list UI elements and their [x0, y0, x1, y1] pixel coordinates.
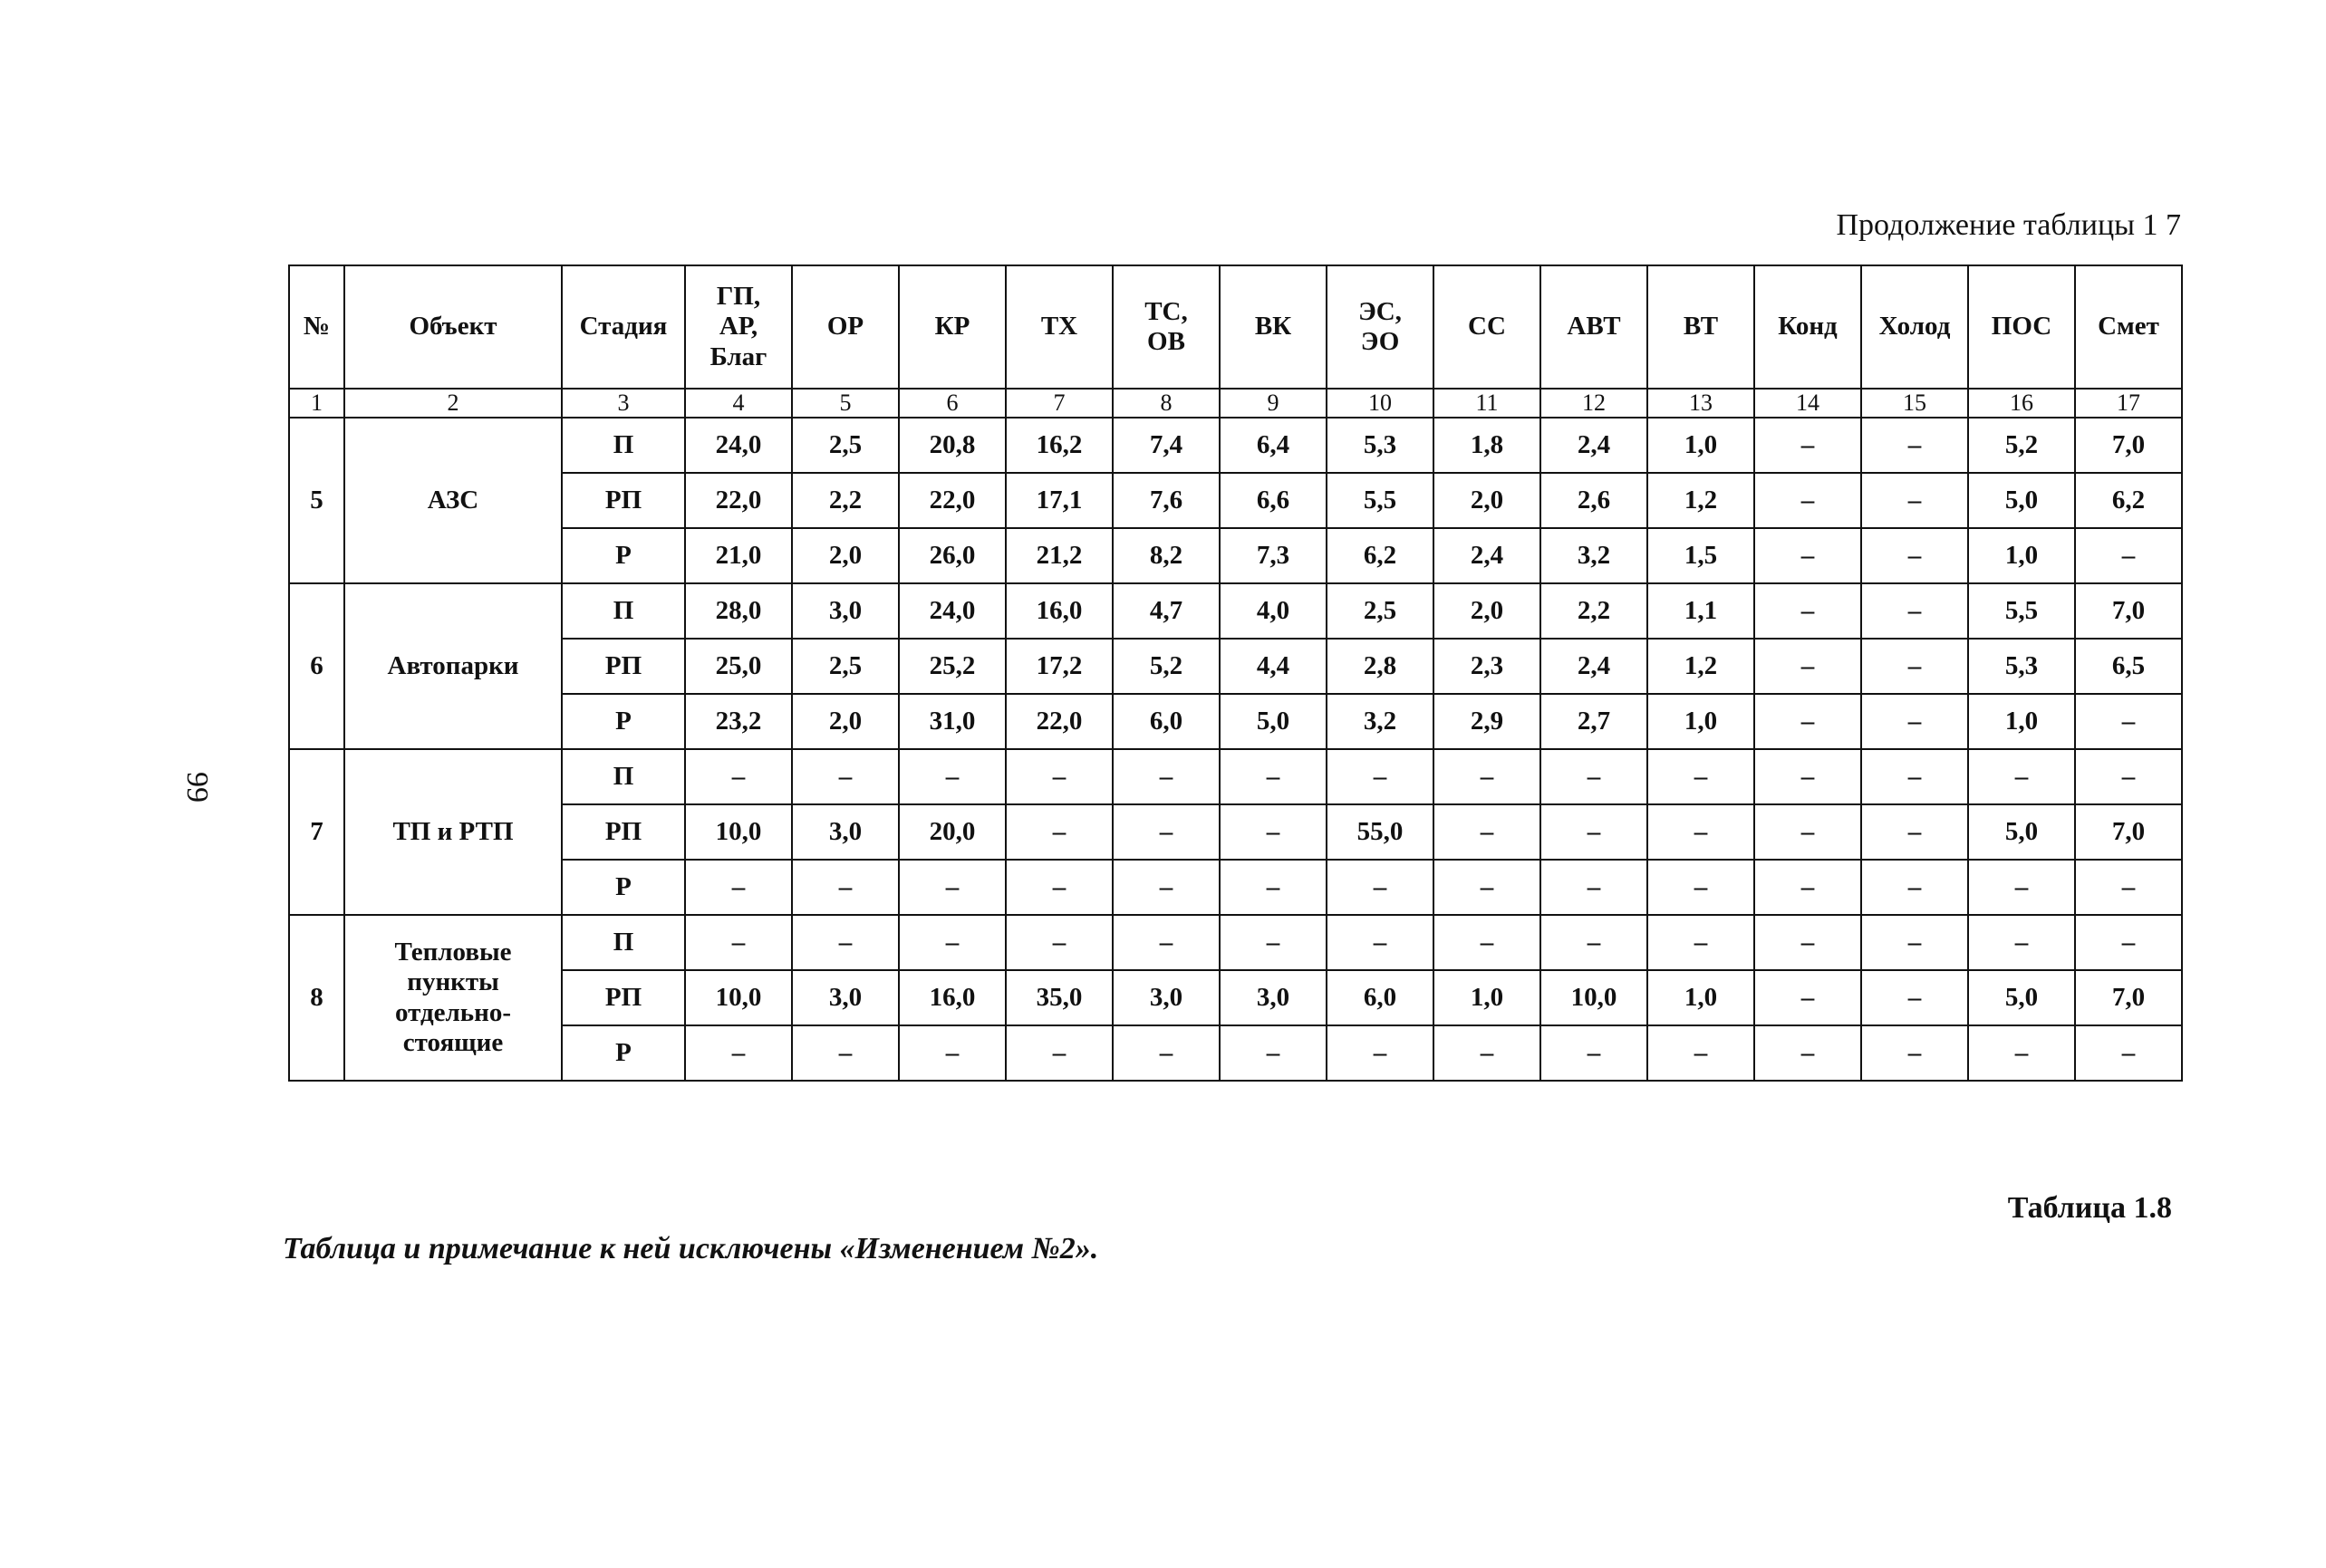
- column-number: 14: [1754, 389, 1861, 418]
- column-number: 2: [344, 389, 562, 418]
- value-cell: 22,0: [899, 473, 1006, 528]
- value-cell: 2,4: [1433, 528, 1540, 583]
- column-header: ВТ: [1647, 265, 1754, 389]
- column-number: 13: [1647, 389, 1754, 418]
- value-cell: –: [2075, 694, 2182, 749]
- table-header-row: [289, 265, 2182, 389]
- value-cell: 2,7: [1540, 694, 1647, 749]
- value-cell: –: [792, 1025, 899, 1081]
- value-cell: 10,0: [1540, 970, 1647, 1025]
- column-header: №: [289, 265, 344, 389]
- value-cell: –: [1113, 915, 1220, 970]
- value-cell: 22,0: [1006, 694, 1113, 749]
- value-cell: 24,0: [685, 418, 792, 473]
- value-cell: –: [1754, 418, 1861, 473]
- value-cell: 5,3: [1968, 639, 2075, 694]
- row-number-cell: 8: [289, 915, 344, 1081]
- value-cell: –: [1327, 1025, 1433, 1081]
- value-cell: 2,5: [1327, 583, 1433, 639]
- value-cell: –: [1006, 915, 1113, 970]
- value-cell: –: [1220, 915, 1327, 970]
- value-cell: –: [1006, 749, 1113, 804]
- value-cell: –: [1327, 915, 1433, 970]
- value-cell: 6,2: [1327, 528, 1433, 583]
- value-cell: –: [899, 1025, 1006, 1081]
- column-number: 12: [1540, 389, 1647, 418]
- value-cell: 3,0: [792, 970, 899, 1025]
- value-cell: 25,2: [899, 639, 1006, 694]
- value-cell: –: [1754, 583, 1861, 639]
- value-cell: 1,8: [1433, 418, 1540, 473]
- value-cell: –: [1220, 804, 1327, 860]
- value-cell: 2,0: [1433, 583, 1540, 639]
- value-cell: 6,0: [1113, 694, 1220, 749]
- column-number: 10: [1327, 389, 1433, 418]
- stage-cell: РП: [562, 639, 685, 694]
- value-cell: 5,0: [1220, 694, 1327, 749]
- value-cell: –: [1861, 804, 1968, 860]
- value-cell: –: [1861, 473, 1968, 528]
- page-number: 99: [180, 772, 214, 803]
- value-cell: –: [1647, 749, 1754, 804]
- value-cell: 2,0: [1433, 473, 1540, 528]
- value-cell: 5,5: [1968, 583, 2075, 639]
- table-row: [289, 418, 2182, 473]
- value-cell: 2,5: [792, 418, 899, 473]
- value-cell: 3,2: [1540, 528, 1647, 583]
- value-cell: 2,0: [792, 694, 899, 749]
- value-cell: 2,0: [792, 528, 899, 583]
- value-cell: 7,0: [2075, 970, 2182, 1025]
- column-number: 6: [899, 389, 1006, 418]
- value-cell: –: [1433, 915, 1540, 970]
- value-cell: –: [1861, 418, 1968, 473]
- value-cell: 4,4: [1220, 639, 1327, 694]
- table-label: Таблица 1.8: [2007, 1191, 2172, 1225]
- column-number: 4: [685, 389, 792, 418]
- column-header: Смет: [2075, 265, 2182, 389]
- value-cell: 2,5: [792, 639, 899, 694]
- value-cell: 1,0: [1647, 418, 1754, 473]
- value-cell: –: [1754, 639, 1861, 694]
- column-header: ГП, АР, Благ: [685, 265, 792, 389]
- object-cell: Автопарки: [344, 583, 562, 749]
- value-cell: 3,0: [792, 583, 899, 639]
- value-cell: 5,5: [1327, 473, 1433, 528]
- object-cell: Тепловые пункты отдельно- стоящие: [344, 915, 562, 1081]
- value-cell: –: [1540, 1025, 1647, 1081]
- value-cell: –: [1540, 804, 1647, 860]
- value-cell: –: [1540, 860, 1647, 915]
- value-cell: 2,4: [1540, 639, 1647, 694]
- value-cell: 7,0: [2075, 583, 2182, 639]
- value-cell: 7,0: [2075, 418, 2182, 473]
- value-cell: 6,5: [2075, 639, 2182, 694]
- value-cell: 23,2: [685, 694, 792, 749]
- value-cell: –: [1647, 804, 1754, 860]
- stage-cell: РП: [562, 473, 685, 528]
- value-cell: –: [1754, 804, 1861, 860]
- column-number-row: [289, 389, 2182, 418]
- value-cell: –: [1968, 1025, 2075, 1081]
- value-cell: 2,6: [1540, 473, 1647, 528]
- value-cell: –: [1754, 1025, 1861, 1081]
- column-number: 11: [1433, 389, 1540, 418]
- design-effort-table: [288, 265, 2183, 1082]
- table-row: [289, 583, 2182, 639]
- table-row: [289, 970, 2182, 1025]
- table-body: [289, 418, 2182, 1081]
- value-cell: –: [1861, 970, 1968, 1025]
- column-number: 8: [1113, 389, 1220, 418]
- table-row: [289, 915, 2182, 970]
- value-cell: –: [2075, 749, 2182, 804]
- value-cell: 2,3: [1433, 639, 1540, 694]
- column-header: ТХ: [1006, 265, 1113, 389]
- stage-cell: П: [562, 749, 685, 804]
- stage-cell: РП: [562, 804, 685, 860]
- table-row: [289, 639, 2182, 694]
- value-cell: –: [1113, 749, 1220, 804]
- value-cell: 4,0: [1220, 583, 1327, 639]
- stage-cell: Р: [562, 528, 685, 583]
- value-cell: 3,0: [1113, 970, 1220, 1025]
- value-cell: 1,0: [1647, 970, 1754, 1025]
- value-cell: 5,2: [1968, 418, 2075, 473]
- value-cell: 2,2: [1540, 583, 1647, 639]
- value-cell: 1,1: [1647, 583, 1754, 639]
- row-number-cell: 7: [289, 749, 344, 915]
- value-cell: 1,0: [1433, 970, 1540, 1025]
- value-cell: 5,3: [1327, 418, 1433, 473]
- value-cell: 5,0: [1968, 473, 2075, 528]
- column-number: 15: [1861, 389, 1968, 418]
- value-cell: 35,0: [1006, 970, 1113, 1025]
- value-cell: 1,0: [1968, 694, 2075, 749]
- value-cell: –: [1647, 1025, 1754, 1081]
- value-cell: 1,2: [1647, 473, 1754, 528]
- column-header: ЭС, ЭО: [1327, 265, 1433, 389]
- row-number-cell: 6: [289, 583, 344, 749]
- value-cell: –: [792, 860, 899, 915]
- column-header: ОР: [792, 265, 899, 389]
- value-cell: –: [1220, 749, 1327, 804]
- value-cell: –: [2075, 860, 2182, 915]
- column-number: 1: [289, 389, 344, 418]
- value-cell: 16,2: [1006, 418, 1113, 473]
- value-cell: 10,0: [685, 970, 792, 1025]
- value-cell: –: [2075, 528, 2182, 583]
- row-number-cell: 5: [289, 418, 344, 583]
- value-cell: 1,0: [1647, 694, 1754, 749]
- stage-cell: П: [562, 418, 685, 473]
- value-cell: 5,0: [1968, 970, 2075, 1025]
- value-cell: –: [1433, 860, 1540, 915]
- value-cell: –: [2075, 915, 2182, 970]
- stage-cell: Р: [562, 694, 685, 749]
- value-cell: 1,5: [1647, 528, 1754, 583]
- column-number: 7: [1006, 389, 1113, 418]
- value-cell: 17,2: [1006, 639, 1113, 694]
- value-cell: 5,0: [1968, 804, 2075, 860]
- column-number: 16: [1968, 389, 2075, 418]
- value-cell: 17,1: [1006, 473, 1113, 528]
- value-cell: 7,4: [1113, 418, 1220, 473]
- value-cell: –: [1861, 1025, 1968, 1081]
- column-number: 17: [2075, 389, 2182, 418]
- value-cell: –: [1327, 860, 1433, 915]
- stage-cell: РП: [562, 970, 685, 1025]
- value-cell: –: [1647, 860, 1754, 915]
- value-cell: –: [1433, 1025, 1540, 1081]
- value-cell: 24,0: [899, 583, 1006, 639]
- value-cell: 21,2: [1006, 528, 1113, 583]
- value-cell: –: [1861, 639, 1968, 694]
- table-row: [289, 749, 2182, 804]
- exclusion-note: Таблица и примечание к ней исключены «Изменением №2».: [283, 1232, 1099, 1265]
- value-cell: 16,0: [899, 970, 1006, 1025]
- table-row: [289, 694, 2182, 749]
- column-number: 9: [1220, 389, 1327, 418]
- value-cell: –: [685, 749, 792, 804]
- value-cell: 7,6: [1113, 473, 1220, 528]
- value-cell: 7,0: [2075, 804, 2182, 860]
- column-header: Стадия: [562, 265, 685, 389]
- value-cell: 2,2: [792, 473, 899, 528]
- value-cell: –: [1113, 1025, 1220, 1081]
- stage-cell: Р: [562, 860, 685, 915]
- value-cell: –: [1433, 804, 1540, 860]
- value-cell: –: [1861, 583, 1968, 639]
- value-cell: –: [1540, 749, 1647, 804]
- column-header: АВТ: [1540, 265, 1647, 389]
- value-cell: 4,7: [1113, 583, 1220, 639]
- column-header: Конд: [1754, 265, 1861, 389]
- value-cell: –: [1327, 749, 1433, 804]
- value-cell: –: [1220, 1025, 1327, 1081]
- value-cell: –: [1113, 804, 1220, 860]
- table-continuation-label: Продолжение таблицы 1 7: [1836, 208, 2181, 242]
- value-cell: –: [1433, 749, 1540, 804]
- value-cell: 55,0: [1327, 804, 1433, 860]
- value-cell: –: [1540, 915, 1647, 970]
- value-cell: 1,2: [1647, 639, 1754, 694]
- table-row: [289, 1025, 2182, 1081]
- value-cell: –: [685, 860, 792, 915]
- table-row: [289, 528, 2182, 583]
- value-cell: –: [1220, 860, 1327, 915]
- object-cell: АЗС: [344, 418, 562, 583]
- column-header: ТС, ОВ: [1113, 265, 1220, 389]
- value-cell: 8,2: [1113, 528, 1220, 583]
- object-cell: ТП и РТП: [344, 749, 562, 915]
- value-cell: 6,0: [1327, 970, 1433, 1025]
- value-cell: 3,2: [1327, 694, 1433, 749]
- column-number: 3: [562, 389, 685, 418]
- value-cell: –: [1754, 694, 1861, 749]
- value-cell: –: [1006, 860, 1113, 915]
- value-cell: –: [1861, 860, 1968, 915]
- value-cell: 5,2: [1113, 639, 1220, 694]
- value-cell: –: [899, 749, 1006, 804]
- value-cell: –: [1968, 749, 2075, 804]
- value-cell: –: [1754, 970, 1861, 1025]
- value-cell: 21,0: [685, 528, 792, 583]
- stage-cell: П: [562, 915, 685, 970]
- value-cell: –: [1968, 860, 2075, 915]
- value-cell: –: [899, 860, 1006, 915]
- value-cell: 28,0: [685, 583, 792, 639]
- value-cell: 20,0: [899, 804, 1006, 860]
- value-cell: –: [1754, 528, 1861, 583]
- value-cell: 7,3: [1220, 528, 1327, 583]
- value-cell: –: [1754, 915, 1861, 970]
- column-header: ВК: [1220, 265, 1327, 389]
- value-cell: –: [2075, 1025, 2182, 1081]
- value-cell: –: [685, 1025, 792, 1081]
- value-cell: –: [1647, 915, 1754, 970]
- value-cell: 31,0: [899, 694, 1006, 749]
- value-cell: 26,0: [899, 528, 1006, 583]
- value-cell: –: [1006, 1025, 1113, 1081]
- value-cell: 3,0: [792, 804, 899, 860]
- value-cell: 1,0: [1968, 528, 2075, 583]
- value-cell: 2,8: [1327, 639, 1433, 694]
- value-cell: 20,8: [899, 418, 1006, 473]
- column-header: Объект: [344, 265, 562, 389]
- value-cell: 22,0: [685, 473, 792, 528]
- value-cell: –: [792, 915, 899, 970]
- table-row: [289, 473, 2182, 528]
- column-header: Холод: [1861, 265, 1968, 389]
- table-row: [289, 860, 2182, 915]
- value-cell: 10,0: [685, 804, 792, 860]
- value-cell: –: [899, 915, 1006, 970]
- value-cell: 25,0: [685, 639, 792, 694]
- value-cell: 16,0: [1006, 583, 1113, 639]
- value-cell: –: [1113, 860, 1220, 915]
- value-cell: 2,4: [1540, 418, 1647, 473]
- value-cell: –: [1861, 528, 1968, 583]
- value-cell: –: [685, 915, 792, 970]
- value-cell: –: [1754, 473, 1861, 528]
- value-cell: –: [792, 749, 899, 804]
- value-cell: –: [1861, 915, 1968, 970]
- value-cell: 6,4: [1220, 418, 1327, 473]
- value-cell: 6,6: [1220, 473, 1327, 528]
- value-cell: –: [1861, 749, 1968, 804]
- value-cell: –: [1006, 804, 1113, 860]
- value-cell: 3,0: [1220, 970, 1327, 1025]
- column-header: ПОС: [1968, 265, 2075, 389]
- value-cell: –: [1861, 694, 1968, 749]
- value-cell: 2,9: [1433, 694, 1540, 749]
- value-cell: –: [1968, 915, 2075, 970]
- stage-cell: П: [562, 583, 685, 639]
- table-row: [289, 804, 2182, 860]
- value-cell: –: [1754, 749, 1861, 804]
- stage-cell: Р: [562, 1025, 685, 1081]
- column-header: КР: [899, 265, 1006, 389]
- column-number: 5: [792, 389, 899, 418]
- value-cell: –: [1754, 860, 1861, 915]
- value-cell: 6,2: [2075, 473, 2182, 528]
- column-header: СС: [1433, 265, 1540, 389]
